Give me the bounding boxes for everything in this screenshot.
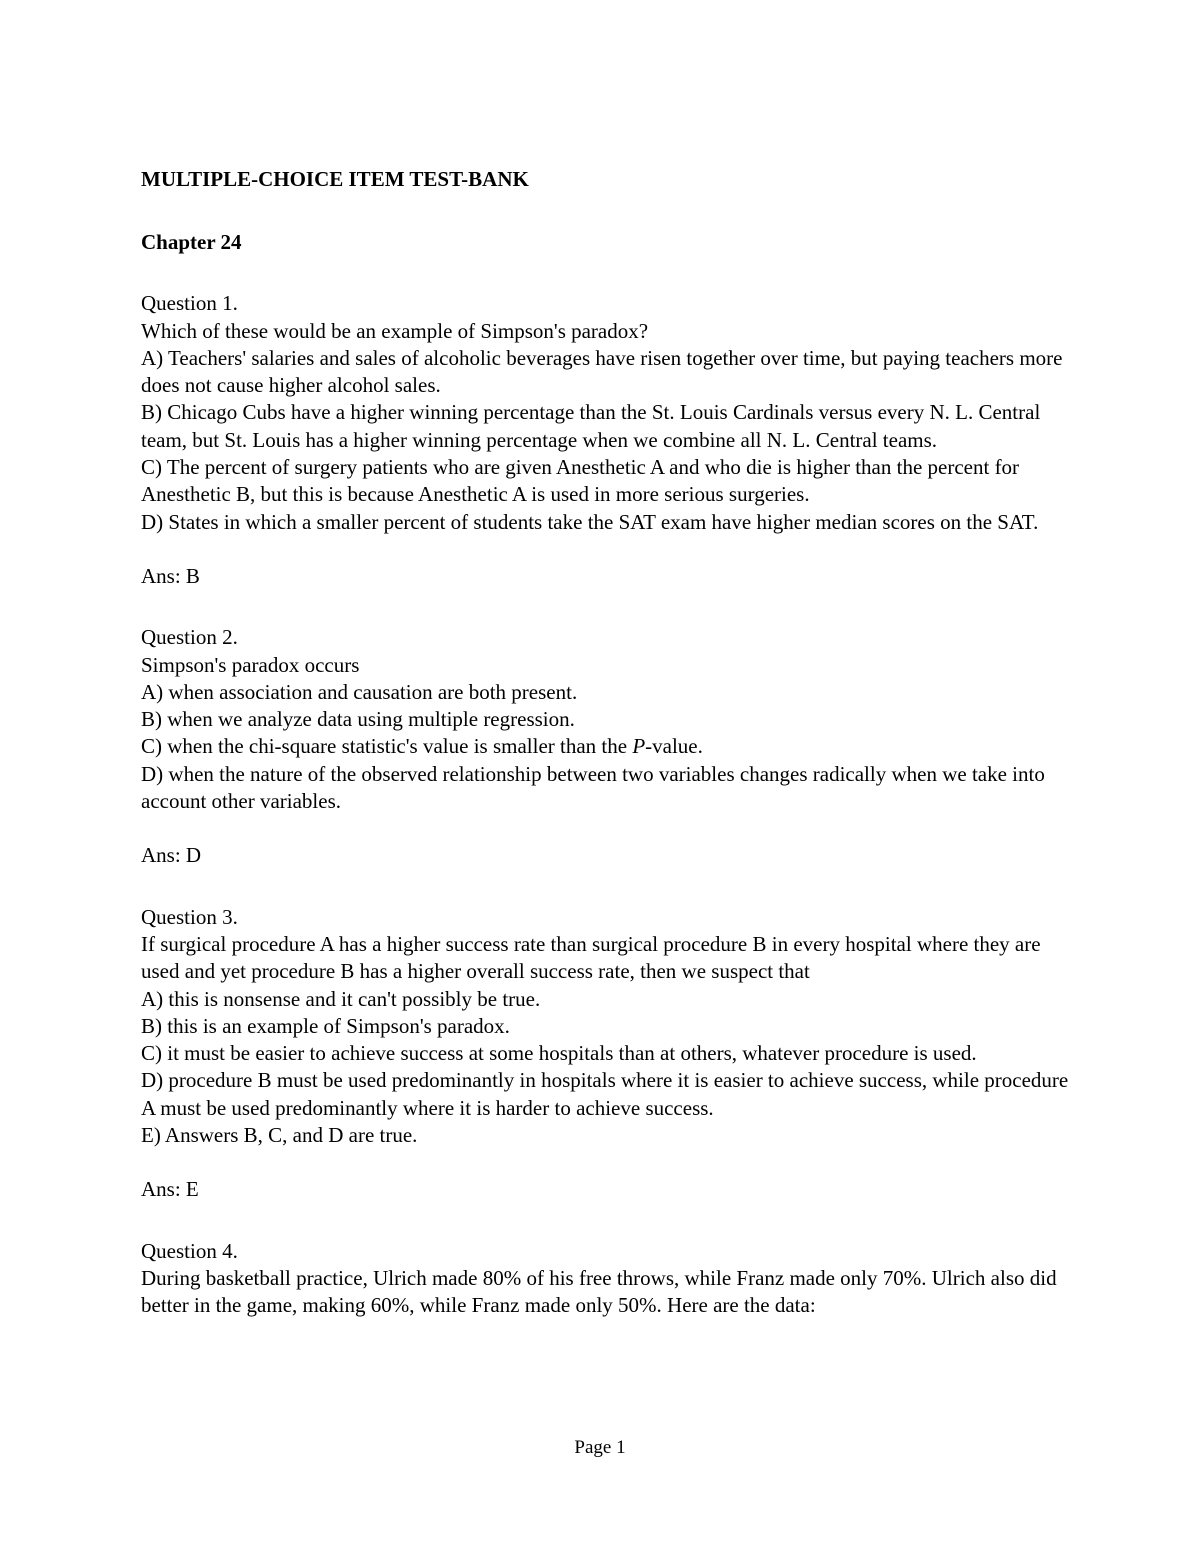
option-c: C) The percent of surgery patients who are given Anesthetic A and who die is higher than the percent for Anesthetic B, but this is because Anesthetic A is used in more serious surgeries.	[141, 455, 1020, 507]
page-footer	[0, 1436, 1200, 1460]
option-b: B) when we analyze data using multiple regression.	[141, 707, 575, 732]
question-3	[141, 904, 1071, 1204]
answer-key: Ans: E	[141, 1177, 199, 1202]
option-c-suffix: -value.	[645, 734, 703, 759]
question-2	[141, 624, 1071, 869]
question-1	[141, 290, 1071, 590]
option-a: A) Teachers' salaries and sales of alcoholic beverages have risen together over time, but paying teachers more does not cause higher alcohol sales.	[141, 345, 1063, 398]
question-stem: Which of these would be an example of Simpson's paradox?	[141, 318, 649, 343]
question-label: Question 1.	[141, 291, 238, 316]
chapter-heading: Chapter 24	[141, 230, 242, 254]
question-label: Question 4.	[141, 1238, 238, 1263]
option-a: A) this is nonsense and it can't possibly be true.	[141, 986, 541, 1011]
question-stem: If surgical procedure A has a higher success rate than surgical procedure B in every hospital where they are used and yet procedure B has a higher overall success rate, then we suspect that	[141, 931, 1041, 984]
answer-key: Ans: B	[141, 563, 200, 588]
option-c-text: C) when the chi-square statistic's value is smaller than the	[141, 734, 633, 759]
option-d: D) procedure B must be used predominantly in hospitals where it is easier to achieve success, while procedure A must be used predominantly where it is harder to achieve success.	[141, 1068, 1069, 1120]
question-4	[141, 1238, 1071, 1320]
answer-key: Ans: D	[141, 843, 202, 868]
p-value-symbol: P	[632, 734, 646, 759]
document-title: MULTIPLE-CHOICE ITEM TEST-BANK	[141, 167, 529, 191]
option-c	[141, 733, 1071, 760]
option-b: B) Chicago Cubs have a higher winning percentage than the St. Louis Cardinals versus every N. L. Central team, but St. Louis has a higher winning percentage when we combine all N. L. Central teams.	[141, 400, 1041, 452]
page-number: Page 1	[574, 1437, 626, 1458]
option-d: D) when the nature of the observed relationship between two variables changes radically when we take into account other variables.	[141, 761, 1045, 814]
option-e: E) Answers B, C, and D are true.	[141, 1123, 418, 1148]
question-stem: During basketball practice, Ulrich made 80% of his free throws, while Franz made only 70%. Ulrich also did better in the game, making 60%, while Franz made only 50%. Here are the data:	[141, 1265, 1057, 1318]
question-stem: Simpson's paradox occurs	[141, 652, 360, 677]
option-a: A) when association and causation are both present.	[141, 679, 578, 704]
option-b: B) this is an example of Simpson's paradox.	[141, 1013, 510, 1038]
option-d: D) States in which a smaller percent of students take the SAT exam have higher median scores on the SAT.	[141, 509, 1039, 534]
page-content	[141, 166, 1071, 1320]
question-label: Question 2.	[141, 625, 238, 650]
option-c: C) it must be easier to achieve success at some hospitals than at others, whatever procedure is used.	[141, 1041, 977, 1066]
question-label: Question 3.	[141, 904, 238, 929]
